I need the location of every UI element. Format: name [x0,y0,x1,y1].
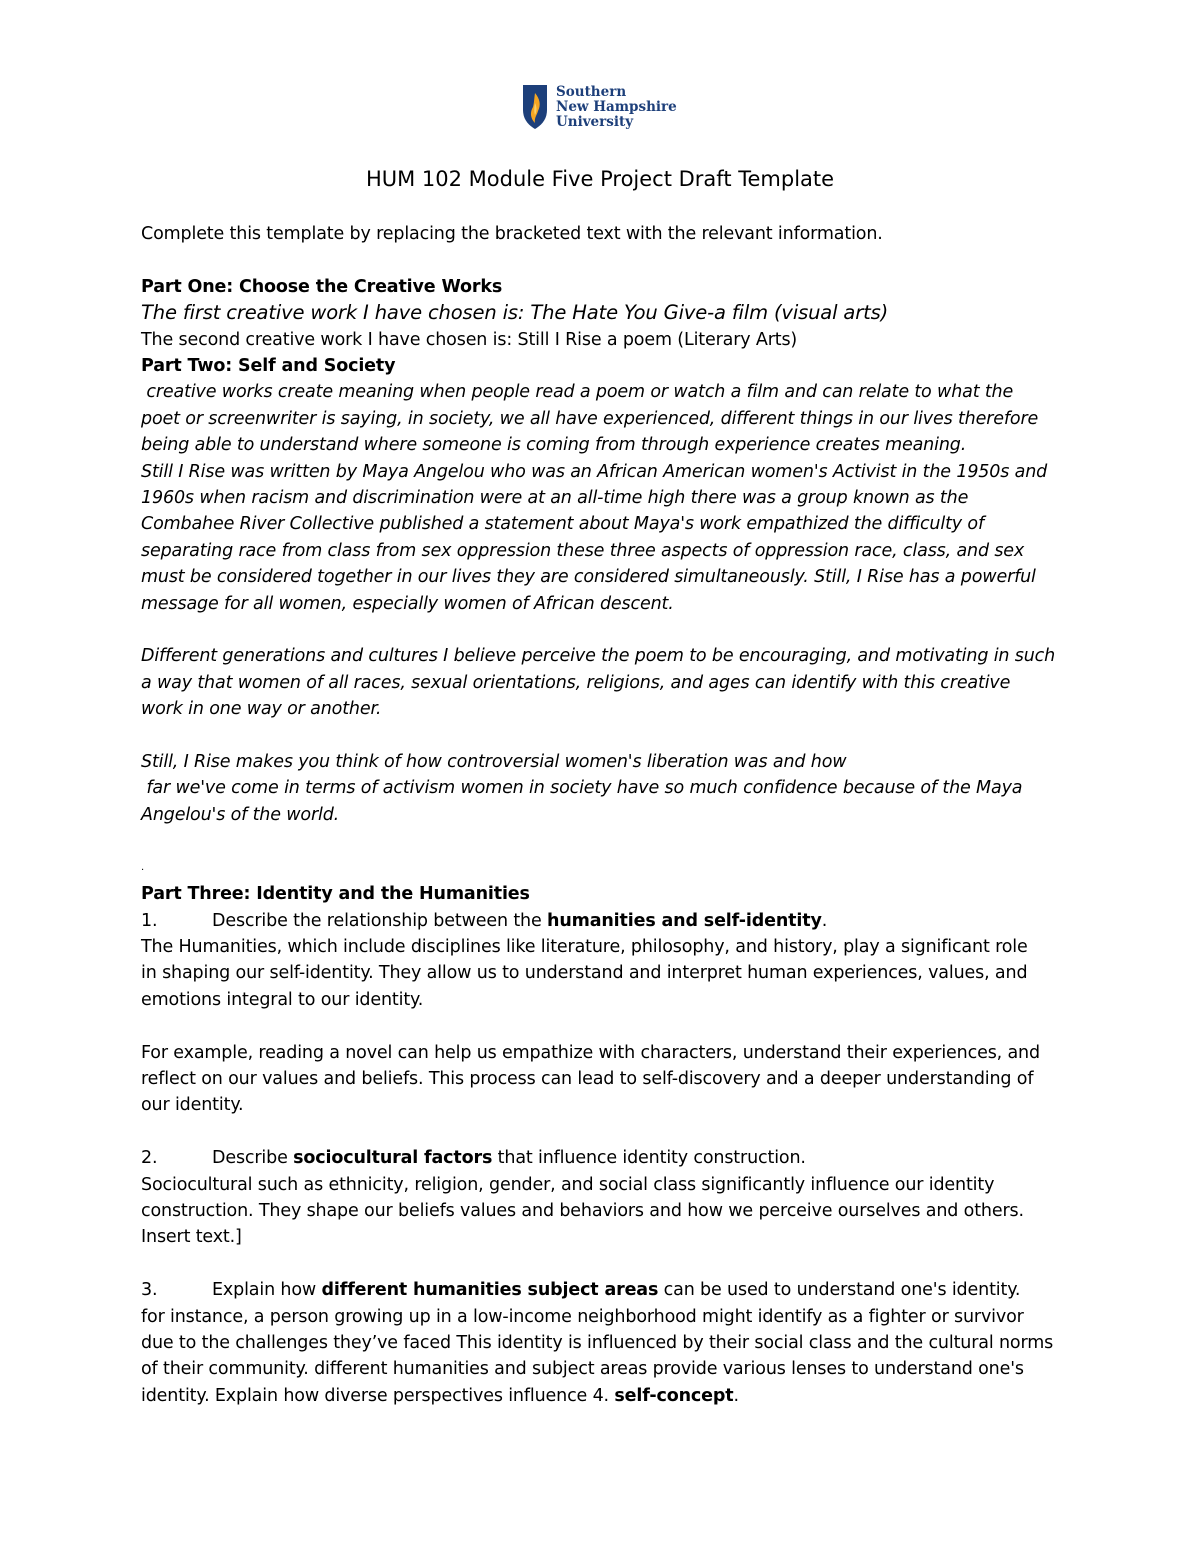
university-name [556,85,677,130]
text-line: of their community. different humanities and subject areas provide various lenses to understand one's [141,1359,1024,1380]
text-line: in shaping our self-identity. They allow us to understand and interpret human experiences, values, and [141,963,1028,984]
document-title: HUM 102 Module Five Project Draft Template [365,167,835,191]
question-text-end: that influence identity construction. [492,1148,806,1169]
question-number: 3. [141,1280,158,1301]
question-2 [141,1145,1071,1171]
part-three-heading: Part Three: Identity and the Humanities [141,884,530,905]
text-line: must be considered together in our lives they are considered simultaneously. Still, I Rise has a powerful [141,567,1036,588]
text-line: Insert text.] [141,1227,242,1248]
spacer [141,1251,1071,1277]
text-line: due to the challenges they’ve faced This identity is influenced by their social class and the cultural norms [141,1332,1054,1353]
text-line-start: identity. Explain how diverse perspectives influence 4. [141,1385,615,1406]
text-line [141,1383,1071,1409]
text-line: being able to understand where someone is coming from through experience creates meaning. [141,435,967,456]
text-line: creative works create meaning when people read a poem or watch a film and can relate to what the [141,382,1014,403]
creative-work-1: The first creative work I have chosen is: The Hate You Give-a film (visual arts) [141,301,889,325]
question-1 [141,908,1071,934]
text-line: Still, I Rise makes you think of how controversial women's liberation was and how [141,752,847,773]
spacer [141,1119,1071,1145]
part-one-heading: Part One: Choose the Creative Works [141,276,503,297]
spacer [141,828,1071,854]
spacer [141,1013,1071,1039]
creative-work-2: The second creative work I have chosen is: Still I Rise a poem (Literary Arts) [141,329,798,350]
text-line: 1960s when racism and discrimination were at an all-time high there was a group known as the [141,488,969,509]
question-text: Explain how [212,1280,322,1301]
shield-flame-icon [522,84,548,130]
text-line: For example, reading a novel can help us empathize with characters, understand their experiences, and [141,1042,1040,1063]
question-number: 1. [141,910,158,931]
question-text-end: can be used to understand one's identity. [658,1280,1021,1301]
text-line: separating race from class from sex oppression these three aspects of oppression race, class, and sex [141,540,1025,561]
text-line: Combahee River Collective published a statement about Maya's work empathized the difficulty of [141,514,984,535]
text-line: Different generations and cultures I believe perceive the poem to be encouraging, and motivating in such [141,646,1056,667]
question-keyword: humanities and self-identity [547,910,822,931]
text-line-end: . [733,1385,739,1406]
instructions: Complete this template by replacing the bracketed text with the relevant information. [141,224,883,244]
self-society-paragraph-2 [141,643,1071,722]
text-line: message for all women, especially women of African descent. [141,593,674,614]
text-line: a way that women of all races, sexual orientations, religions, and ages can identify with this creative [141,672,1011,693]
logo-line-2: New Hampshire [556,99,677,115]
part-two-heading: Part Two: Self and Society [141,356,396,377]
university-logo [522,84,677,132]
question-text: Describe [212,1148,294,1169]
text-line: emotions integral to our identity. [141,989,424,1010]
self-society-paragraph-1 [141,379,1071,617]
text-line: poet or screenwriter is saying, in society, we all have experienced, different things in our lives therefore [141,408,1039,429]
logo-line-1: Southern [556,84,627,100]
text-line: far we've come in terms of activism women in society have so much confidence because of the Maya [141,778,1023,799]
spacer [141,247,1071,273]
question-keyword: different humanities subject areas [321,1280,659,1301]
self-concept-keyword: self-concept [614,1385,734,1406]
text-line: The Humanities, which include disciplines like literature, philosophy, and history, play a significant role [141,936,1028,957]
question-keyword: sociocultural factors [293,1148,493,1169]
question-text: Describe the relationship between the [212,910,548,931]
text-line: reflect on our values and beliefs. This process can lead to self-discovery and a deeper understanding of [141,1068,1034,1089]
self-society-paragraph-3 [141,749,1071,828]
question-number: 2. [141,1148,158,1169]
question-text-end: . [821,910,828,931]
text-line: our identity. [141,1095,244,1116]
text-line: work in one way or another. [141,699,382,720]
text-line: for instance, a person growing up in a low-income neighborhood might identify as a fighter or survivor [141,1306,1024,1327]
text-line: Still I Rise was written by Maya Angelou who was an African American women's Activist in the 1950s and [141,461,1048,482]
spacer [141,723,1071,749]
text-line: construction. They shape our beliefs values and behaviors and how we perceive ourselves and others. [141,1200,1024,1221]
stray-dot: . [141,861,145,873]
question-3 [141,1277,1071,1303]
spacer [141,617,1071,643]
text-line: Angelou's of the world. [141,804,340,825]
logo-line-3: University [556,114,634,130]
text-line: Sociocultural such as ethnicity, religion, gender, and social class significantly influence our identity [141,1174,995,1195]
document-body [141,221,1071,1409]
